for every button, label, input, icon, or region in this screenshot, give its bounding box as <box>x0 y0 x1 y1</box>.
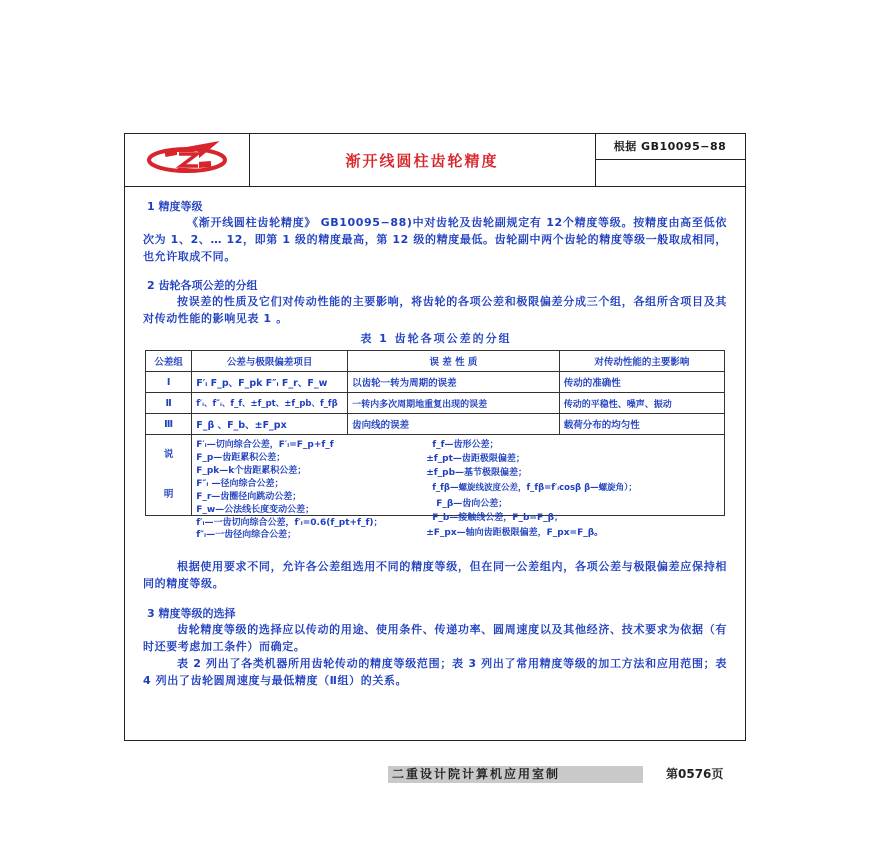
section-2-paragraph: 按误差的性质及它们对传动性能的主要影响，将齿轮的各项公差和极限偏差分成三个组，各组所含项目及其对传动性能的影响见表 1 。 <box>143 295 727 325</box>
after-table-paragraph: 根据使用要求不同，允许各公差组选用不同的精度等级，但在同一公差组内，各项公差与极限偏差应保持相同的精度等级。 <box>143 560 727 590</box>
footer-organization: 二重设计院计算机应用室制 <box>392 767 561 781</box>
table-cell-effect: 传动的准确性 <box>559 372 724 393</box>
table-cell-nature: 以齿轮一转为周期的误差 <box>348 372 560 393</box>
section-1-paragraph: 《渐开线圆柱齿轮精度》 GB10095−88)中对齿轮及齿轮副规定有 12个精度等级。按精度由高至低依次为 1、2、… 12，即第 1 级的精度最高，第 12 级的精度最低。齿轮副中两个齿轮的精度等级一般取成相同，也允许取成不同。 <box>143 216 727 263</box>
note-line: F_p—齿距累积公差； <box>196 453 286 463</box>
note-line: f′ᵢ—一齿切向综合公差，f′ᵢ=0.6(f_pt+f_f)； <box>196 518 383 528</box>
notes-label <box>146 435 192 516</box>
table-header-cell: 公差组 <box>146 351 192 372</box>
table-header-cell: 公差与极限偏差项目 <box>192 351 348 372</box>
table-cell-nature: 齿向线的误差 <box>348 414 560 435</box>
note-line: ±F_px—轴向齿距极限偏差，F_px=F_β。 <box>426 528 604 538</box>
table-cell-group: Ⅰ <box>146 372 192 393</box>
section-3-paragraph-2: 表 2 列出了各类机器所用齿轮传动的精度等级范围；表 3 列出了常用精度等级的加工方法和应用范围；表 4 列出了齿轮圆周速度与最低精度（Ⅱ组）的关系。 <box>143 657 727 687</box>
table-row <box>146 414 725 435</box>
note-line: f_fβ—螺旋线波度公差，f_fβ=f′ᵢcosβ β—螺旋角）； <box>432 483 637 493</box>
section-2-heading: 2 齿轮各项公差的分组 <box>147 279 258 292</box>
company-logo <box>125 134 250 186</box>
table-notes-row <box>146 435 725 516</box>
note-line: F_r—齿圈径向跳动公差； <box>196 492 302 502</box>
document-sheet <box>124 133 746 741</box>
table-cell-nature: 一转内多次周期地重复出现的误差 <box>348 393 560 414</box>
note-line: f″ᵢ—一齿径向综合公差； <box>196 530 297 540</box>
table-header-cell: 对传动性能的主要影响 <box>559 351 724 372</box>
section-1-heading: 1 精度等级 <box>147 200 203 213</box>
table-cell-group: Ⅲ <box>146 414 192 435</box>
note-line: F_w—公法线长度变动公差； <box>196 505 315 515</box>
table-cell-group: Ⅱ <box>146 393 192 414</box>
notes-label-char: 说 <box>163 449 174 460</box>
table-header-cell: 误 差 性 质 <box>348 351 560 372</box>
table-cell-effect: 载荷分布的均匀性 <box>559 414 724 435</box>
table-row <box>146 393 725 414</box>
tolerance-group-table <box>145 350 725 540</box>
note-line: f_f—齿形公差； <box>432 440 499 450</box>
note-line: F′ᵢ—切向综合公差，F′ᵢ=F_p+f_f <box>196 440 334 450</box>
note-line: F″ᵢ —径向综合公差； <box>196 479 284 489</box>
standard-reference: 根据 GB10095−88 <box>595 134 745 160</box>
table-cell-effect: 传动的平稳性、噪声、振动 <box>559 393 724 414</box>
table-cell-items: F′ᵢ F_p、F_pk F″ᵢ F_r、F_w <box>192 372 348 393</box>
section-3-paragraph-1: 齿轮精度等级的选择应以传动的用途、使用条件、传递功率、圆周速度以及其他经济、技术要求为依据（有时还要考虑加工条件）而确定。 <box>143 623 727 653</box>
note-line: F_β—齿向公差； <box>436 499 508 509</box>
note-line: F_pk—k个齿距累积公差； <box>196 466 307 476</box>
document-header <box>125 134 745 187</box>
note-line: F_b—接触线公差，F_b=F_β； <box>432 513 564 523</box>
table-row <box>146 372 725 393</box>
section-3-heading: 3 精度等级的选择 <box>147 607 236 620</box>
notes-cell <box>192 435 725 540</box>
page-title: 渐开线圆柱齿轮精度 <box>249 134 596 186</box>
note-line: ±f_pt—齿距极限偏差； <box>426 454 525 464</box>
table-caption: 表 1 齿轮各项公差的分组 <box>360 332 512 345</box>
table-header-row <box>146 351 725 372</box>
note-line: ±f_pb—基节极限偏差； <box>426 468 528 478</box>
table-cell-items: F_β 、F_b、±F_px <box>192 414 348 435</box>
footer-page-number: 第0576页 <box>666 767 724 781</box>
logo-z-icon <box>125 134 249 186</box>
notes-label-char: 明 <box>163 489 174 500</box>
table-cell-items: f′ᵢ、f″ᵢ、f_f、±f_pt、±f_pb、f_fβ <box>192 393 348 414</box>
